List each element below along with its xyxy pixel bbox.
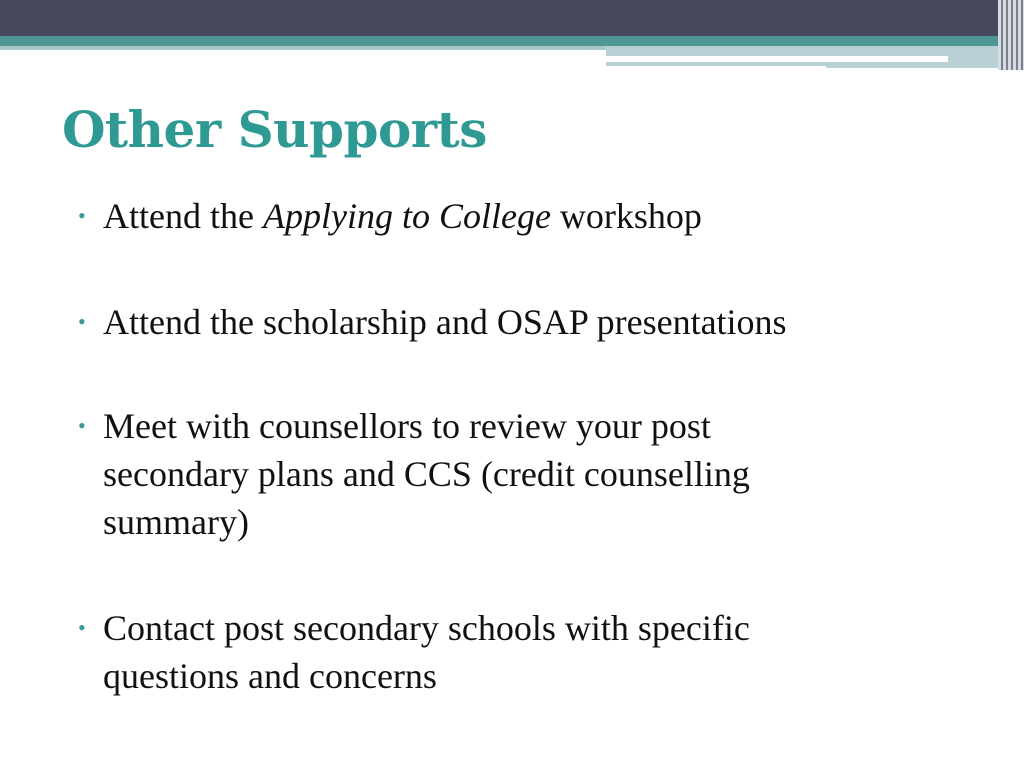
- bullet-text: [103, 604, 750, 700]
- bullet-icon: •: [78, 615, 86, 640]
- bullet-text: [103, 192, 702, 240]
- bullet-text: Attend the scholarship and OSAP presentations: [103, 302, 787, 342]
- header-dark-band: [0, 0, 1024, 36]
- bullet-line: Contact post secondary schools with specific: [103, 608, 750, 648]
- bullet-item-workshop: [78, 192, 702, 240]
- bullet-line: secondary plans and CCS (credit counselling: [103, 454, 750, 494]
- bullet-item-presentations: [78, 298, 787, 346]
- bullet-text-emphasis: Applying to College: [262, 196, 551, 236]
- bullet-text-start: Attend the: [103, 196, 263, 236]
- bullet-text: [103, 402, 750, 546]
- header-accent-inner: [606, 56, 948, 62]
- header-light-line: [0, 46, 606, 50]
- header-teal-band: [0, 36, 1000, 46]
- bullet-icon: •: [78, 309, 86, 334]
- header-accent-line: [606, 66, 826, 68]
- bullet-icon: •: [78, 203, 86, 228]
- bullet-line: summary): [103, 502, 249, 542]
- bullet-line: Meet with counsellors to review your post: [103, 406, 711, 446]
- bullet-line: questions and concerns: [103, 656, 437, 696]
- bullet-item-counsellors: [78, 402, 750, 546]
- slide-title: Other Supports: [62, 100, 487, 159]
- header-stripes: [998, 0, 1024, 70]
- bullet-icon: •: [78, 413, 86, 438]
- bullet-item-contact-schools: [78, 604, 750, 700]
- bullet-text-end: workshop: [550, 196, 702, 236]
